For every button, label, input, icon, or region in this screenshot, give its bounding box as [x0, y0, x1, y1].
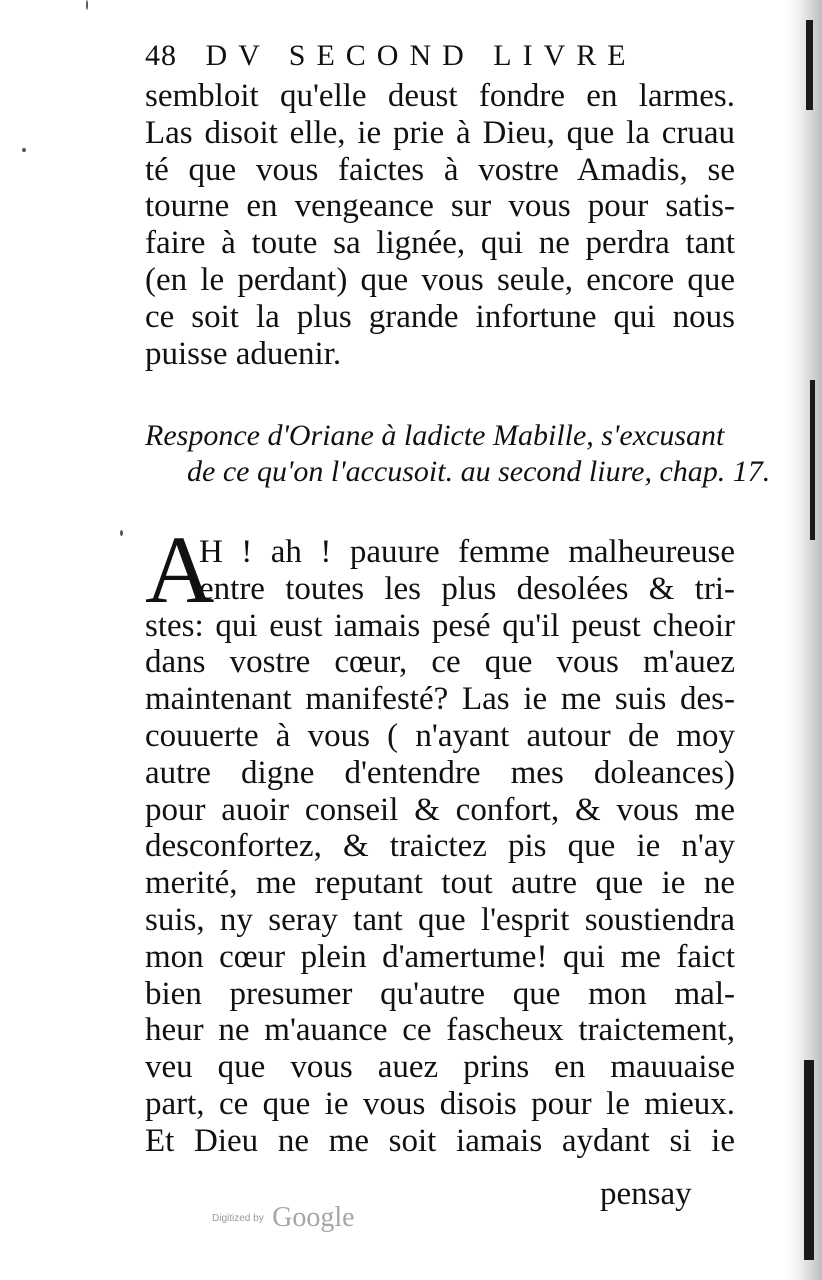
text-line: té que vous faictes à vostre Amadis, se	[145, 151, 735, 188]
text-line: couuerte à vous ( n'ayant autour de moy	[145, 717, 735, 754]
running-title: DV SECOND LIVRE	[205, 39, 637, 72]
text-line: autre digne d'entendre mes doleances)	[145, 754, 735, 791]
catchword: pensay	[600, 1176, 692, 1212]
text-line: entre toutes les plus desolées & tri-	[199, 570, 735, 607]
paragraph-2	[145, 534, 735, 1160]
text-line: suis, ny seray tant que l'esprit soustiendra	[145, 901, 735, 938]
text-line: H ! ah ! pauure femme malheureuse	[199, 534, 735, 570]
text-line: maintenant manifesté? Las ie me suis des-	[145, 681, 735, 718]
heading-line: de ce qu'on l'accusoit. au second liure, chap. 17.	[187, 455, 771, 488]
text-line: Et Dieu ne me soit iamais aydant si ie	[145, 1122, 735, 1159]
paragraph-1	[145, 78, 735, 372]
text-line: desconfortez, & traictez pis que ie n'ay	[145, 828, 735, 865]
page-header	[145, 38, 725, 74]
text-line: tourne en vengeance sur vous pour satis-	[145, 188, 735, 225]
section-heading	[145, 418, 771, 490]
page-gutter-shadow	[784, 0, 822, 1280]
gutter-mark	[810, 380, 815, 540]
scan-speck	[120, 530, 123, 536]
text-line: merité, me reputant tout autre que ie ne	[145, 865, 735, 902]
gutter-mark	[806, 20, 813, 110]
text-line: puisse aduenir.	[145, 335, 342, 372]
gutter-mark	[804, 1060, 814, 1260]
text-line: (en le perdant) que vous seule, encore que	[145, 261, 735, 298]
google-logo-text: Google	[272, 1202, 355, 1233]
text-line: sembloit qu'elle deust fondre en larmes.	[145, 78, 735, 114]
watermark-prefix: Digitized by	[212, 1212, 264, 1224]
text-line: pour auoir conseil & confort, & vous me	[145, 791, 735, 828]
text-line: heur ne m'auance ce fascheux traictement,	[145, 1012, 735, 1049]
digitized-watermark	[212, 1202, 355, 1234]
text-line: Las disoit elle, ie prie à Dieu, que la cruau	[145, 114, 735, 151]
heading-line: Responce d'Oriane à ladicte Mabille, s'excusant	[145, 419, 725, 452]
text-line: dans vostre cœur, ce que vous m'auez	[145, 644, 735, 681]
drop-cap: A	[145, 516, 215, 623]
page-number: 48	[145, 39, 177, 72]
text-line: ce soit la plus grande infortune qui nous	[145, 298, 735, 335]
scan-speck	[22, 148, 26, 152]
text-line: part, ce que ie vous disois pour le mieux.	[145, 1085, 735, 1122]
scan-speck	[86, 0, 88, 10]
text-line: bien presumer qu'autre que mon mal-	[145, 975, 735, 1012]
text-line: stes: qui eust iamais pesé qu'il peust cheoir	[145, 607, 735, 644]
text-line: veu que vous auez prins en mauuaise	[145, 1049, 735, 1086]
text-line: mon cœur plein d'amertume! qui me faict	[145, 938, 735, 975]
text-line: faire à toute sa lignée, qui ne perdra tant	[145, 225, 735, 262]
